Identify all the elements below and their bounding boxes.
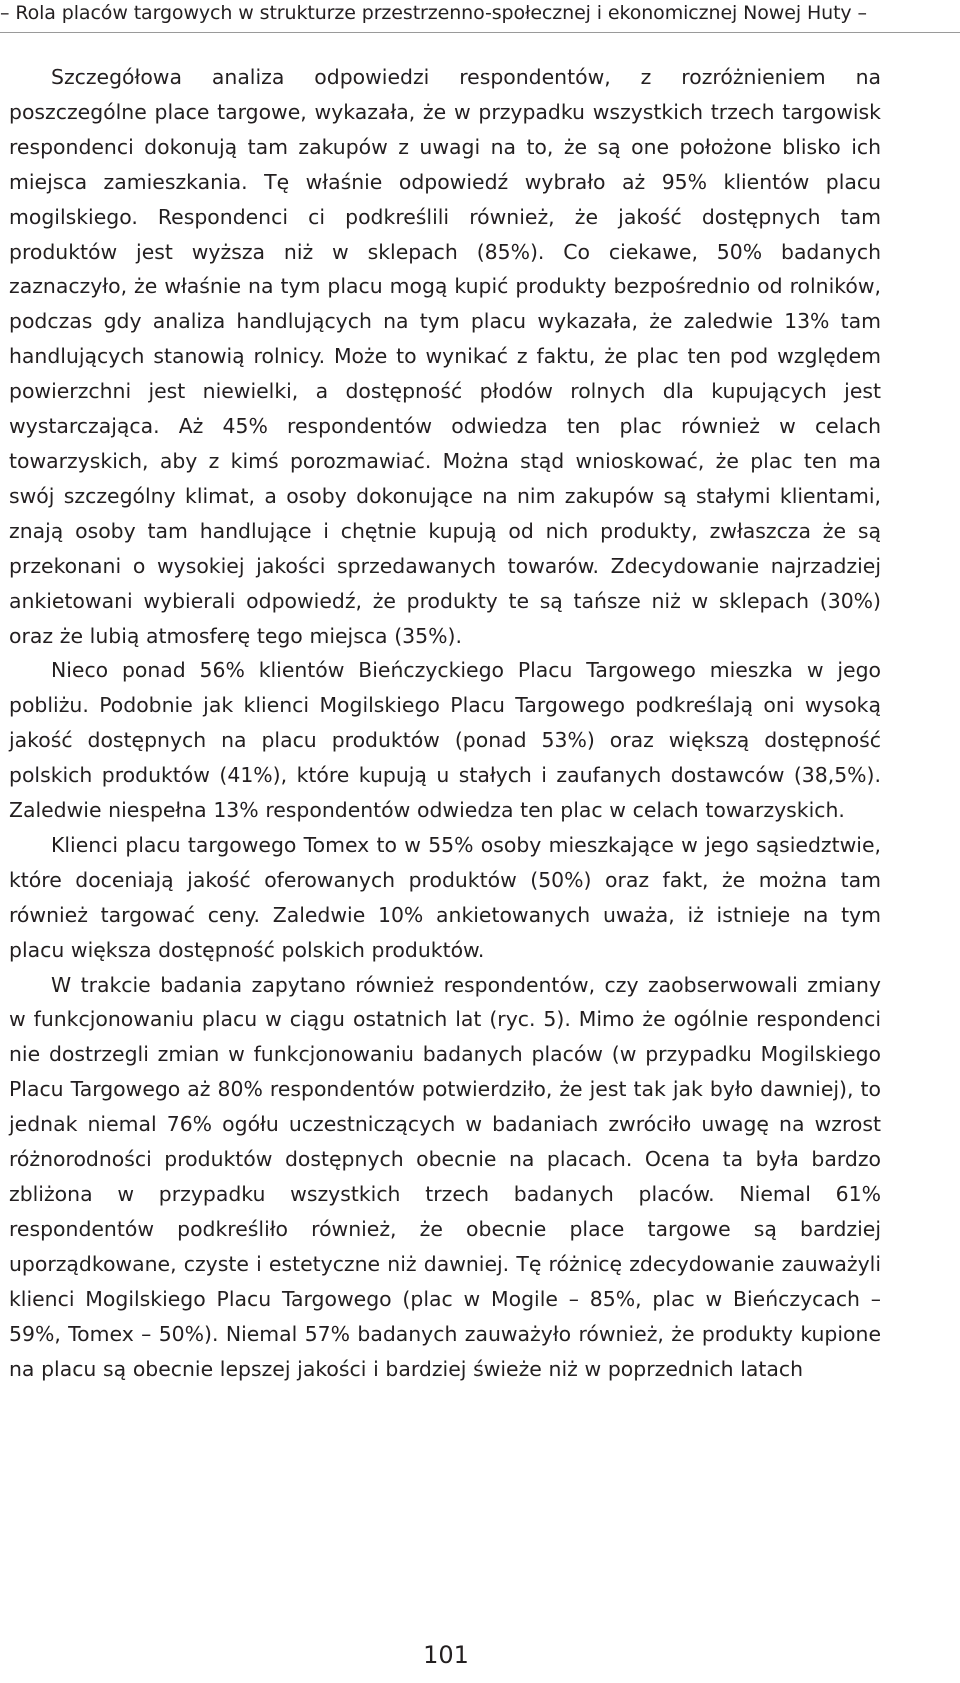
main-text [9, 60, 881, 1386]
header-divider [0, 32, 960, 33]
paragraph-changes: W trakcie badania zapytano również respondentów, czy zaobserwowali zmiany w funkcjonowaniu placu w ciągu ostatnich lat (ryc. 5). Mimo że ogólnie respondenci nie dostrzegli zmian w funkcjonowaniu badanych placów (w przypadku Mogilskiego Placu Targowego aż 80% respondentów potwierdziło, że jest tak jak było dawniej), to jednak niemal 76% ogółu uczestniczących w badaniach zwróciło uwagę na wzrost różnorodności produktów dostępnych obecnie na placach. Ocena ta była bardzo zbliżona w przypadku wszystkich trzech badanych placów. Niemal 61% respondentów podkreśliło również, że obecnie place targowe są bardziej uporządkowane, czyste i estetyczne niż dawniej. Tę różnicę zdecydowanie zauważyli klienci Mogilskiego Placu Targowego (plac w Mogile – 85%, plac w Bieńczycach – 59%, Tomex – 50%). Niemal 57% badanych zauważyło również, że produkty kupione na placu są obecnie lepszej jakości i bardziej świeże niż w poprzednich latach [9, 972, 881, 1381]
paragraph-bienczycki: Nieco ponad 56% klientów Bieńczyckiego Placu Targowego mieszka w jego pobliżu. Podobnie jak klienci Mogilskiego Placu Targowego podkreślają oni wysoką jakość dostępnych na placu produktów (ponad 53%) oraz większą dostępność polskich produktów (41%), które kupują u stałych i zaufanych dostawców (38,5%). Zaledwie niespełna 13% respondentów odwiedza ten plac w celach towarzyskich. [9, 658, 881, 823]
paragraph-mogilski: Szczegółowa analiza odpowiedzi respondentów, z rozróżnieniem na poszczególne place targowe, wykazała, że w przypadku wszystkich trzech targowisk respondenci dokonują tam zakupów z uwagi na to, że są one położone blisko ich miejsca zamieszkania. Tę właśnie odpowiedź wybrało aż 95% klientów placu mogilskiego. Respondenci ci podkreślili również, że jakość dostępnych tam produktów jest wyższa niż w sklepach (85%). Co ciekawe, 50% badanych zaznaczyło, że właśnie na tym placu mogą kupić produkty bezpośrednio od rolników, podczas gdy analiza handlujących na tym placu wykazała, że zaledwie 13% tam handlujących stanowią rolnicy. Może to wynikać z faktu, że plac ten pod względem powierzchni jest niewielki, a dostępność płodów rolnych dla kupujących jest wystarczająca. Aż 45% respondentów odwiedza ten plac również w celach towarzyskich, aby z kimś porozmawiać. Można stąd wnioskować, że plac ten ma swój szczególny klimat, a osoby dokonujące na nim zakupów są stałymi klientami, znają osoby tam handlujące i chętnie kupują od nich produkty, zwłaszcza że są przekonani o wysokiej jakości sprzedawanych towarów. Zdecydowanie najrzadziej ankietowani wybierali odpowiedź, że produkty te są tańsze niż w sklepach (30%) oraz że lubią atmosferę tego miejsca (35%). [9, 65, 881, 648]
page-number: 101 [423, 1641, 469, 1669]
paragraph-tomex: Klienci placu targowego Tomex to w 55% osoby mieszkające w jego sąsiedztwie, które doceniają jakość oferowanych produktów (50%) oraz fakt, że można tam również targować ceny. Zaledwie 10% ankietowanych uważa, iż istnieje na tym placu większa dostępność polskich produktów. [9, 832, 881, 962]
running-header: – Rola placów targowych w strukturze przestrzenno-społecznej i ekonomicznej Nowej Huty – [0, 2, 867, 24]
